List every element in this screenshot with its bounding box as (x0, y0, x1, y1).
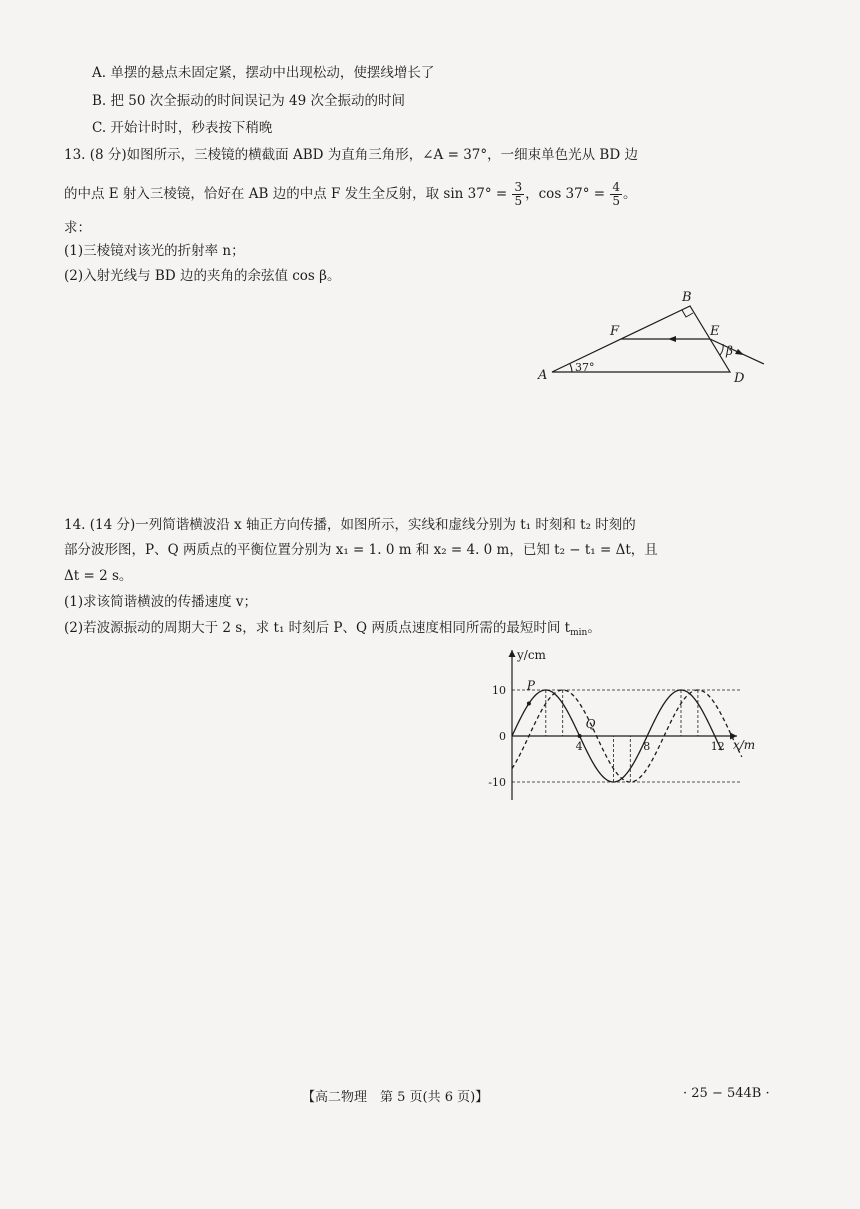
x-tick-label: 12 (710, 740, 725, 753)
point-label-p: P (526, 678, 535, 693)
label-f: F (610, 324, 620, 339)
q14-stem-line1: 14. (14 分)一列简谐横波沿 x 轴正方向传播，如图所示，实线和虚线分别为 t₁ 时刻和 t₂ 时刻的 (64, 517, 636, 533)
q13-part1: (1)三棱镜对该光的折射率 n； (64, 243, 245, 259)
q14-stem-line3: Δt = 2 s。 (64, 568, 133, 584)
label-a: A (538, 368, 548, 383)
q13-part2: (2)入射光线与 BD 边的夹角的余弦值 cos β。 (64, 268, 341, 284)
tick-labels (488, 678, 725, 789)
angle-a-arc (570, 364, 572, 372)
y-axis-label: y/cm (517, 648, 546, 662)
q14-stem-line2: 部分波形图，P、Q 两质点的平衡位置分别为 x₁ = 1. 0 m 和 x₂ = 4. 0 m，已知 t₂ − t₁ = Δt，且 (64, 542, 658, 558)
footer-code: · 25 − 544B · (683, 1086, 770, 1101)
y-tick-label: 0 (499, 730, 506, 743)
ray-arrow (668, 336, 676, 342)
cos-numerator: 4 (612, 180, 620, 194)
angle-beta-arc (720, 344, 723, 355)
x-tick-label: 8 (643, 740, 651, 753)
q13-stem-line2-mid: ，cos 37° = (525, 186, 610, 202)
wave-chart (475, 645, 770, 805)
q12-option-c: C. 开始计时时，秒表按下稍晚 (92, 120, 273, 136)
q12-option-b: B. 把 50 次全振动的时间误记为 49 次全振动的时间 (92, 93, 406, 109)
right-angle-mark (682, 310, 693, 317)
cos-denominator: 5 (612, 194, 620, 208)
label-e: E (710, 324, 720, 339)
tmin-subscript: min (570, 628, 588, 638)
x-axis-label: x/m (733, 738, 756, 752)
q14-part1: (1)求该简谐横波的传播速度 v； (64, 594, 258, 610)
point-p (527, 701, 531, 705)
sin-fraction (512, 181, 524, 208)
x-tick-label: 4 (575, 740, 583, 753)
q13-stem-line2-text: 的中点 E 射入三棱镜，恰好在 AB 边的中点 F 发生全反射，取 sin 37° = (64, 186, 512, 202)
incident-arrow (735, 349, 744, 355)
y-tick-label: 10 (492, 684, 506, 697)
point-label-q: Q (585, 717, 596, 731)
q13-stem-line2 (64, 178, 637, 210)
point-q (578, 734, 582, 738)
label-d: D (734, 371, 745, 386)
q13-ask: 求： (64, 220, 91, 236)
q13-stem-line1: 13. (8 分)如图所示，三棱镜的横截面 ABD 为直角三角形，∠A = 37°，一细束单色光从 BD 边 (64, 147, 638, 163)
footer-page-info: 【高二物理 第 5 页(共 6 页)】 (302, 1090, 489, 1105)
sin-denominator: 5 (514, 194, 523, 208)
q14-part2-end: 。 (587, 620, 601, 636)
sin-numerator: 3 (514, 180, 523, 194)
q14-part2 (64, 618, 601, 643)
cos-fraction (610, 181, 622, 208)
q14-part2-text: (2)若波源振动的周期大于 2 s，求 t₁ 时刻后 P、Q 两质点速度相同所需的最短时间 t (64, 620, 571, 636)
q13-stem-line2-end: 。 (623, 186, 637, 202)
label-b: B (682, 290, 692, 305)
y-tick-label: -10 (488, 776, 506, 789)
q12-option-a: A. 单摆的悬点未固定紧，摆动中出现松动，使摆线增长了 (92, 65, 435, 81)
label-beta: β (726, 344, 733, 358)
prism-figure (530, 288, 775, 388)
label-angle-37: 37° (575, 361, 595, 374)
